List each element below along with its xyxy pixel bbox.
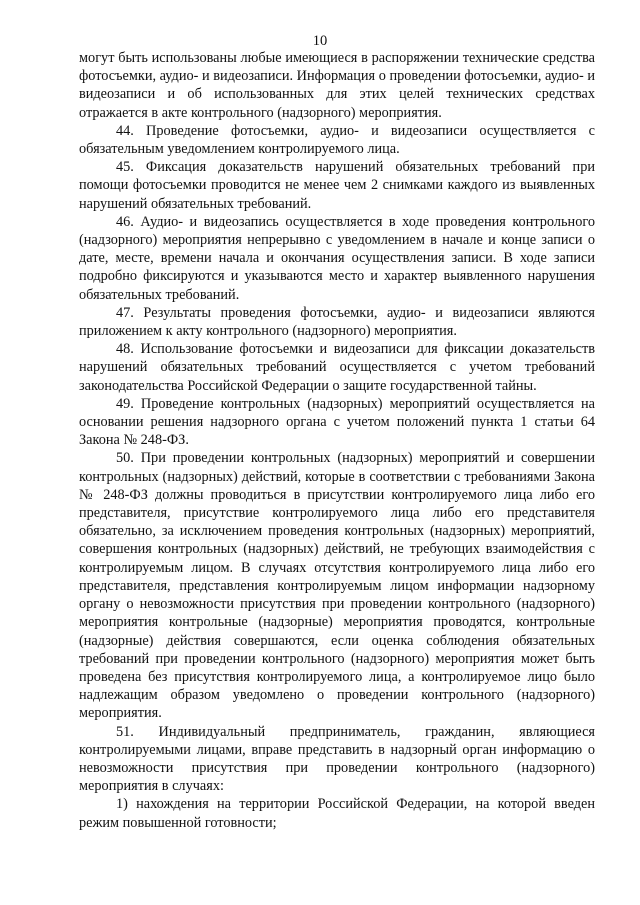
paragraph-44: 44. Проведение фотосъемки, аудио- и видеозаписи осуществляется с обязательным уведомлением контролируемого лица. xyxy=(79,122,595,158)
paragraph-48: 48. Использование фотосъемки и видеозаписи для фиксации доказательств нарушений обязательных требований осуществляется с учетом требований законодательства Российской Федерации о защите государственной тайны. xyxy=(79,341,595,394)
paragraph-51-item-1: 1) нахождения на территории Российской Федерации, на которой введен режим повышенной готовности; xyxy=(79,796,595,831)
paragraph-51: 51. Индивидуальный предприниматель, гражданин, являющиеся контролируемыми лицами, вправе представить в надзорный орган информацию о невозможности присутствия при проведении контрольного (надзорного) мероприятия в случаях: xyxy=(79,723,595,795)
document-body xyxy=(79,49,595,832)
paragraph-continuation: могут быть использованы любые имеющиеся в распоряжении технические средства фотосъемки, аудио- и видеозаписи. Информация о проведении фотосъемки, аудио- и видеозаписи и об использованных для этих целей технических средствах отражается в акте контрольного (надзорного) мероприятия. xyxy=(79,50,595,121)
page-number: 10 xyxy=(312,33,328,49)
paragraph-45: 45. Фиксация доказательств нарушений обязательных требований при помощи фотосъемки проводится не менее чем 2 снимками каждого из выявленных нарушений обязательных требований. xyxy=(79,159,595,212)
paragraph-50: 50. При проведении контрольных (надзорных) мероприятий и совершении контрольных (надзорных) действий, которые в соответствии с требованиями Закона № 248-ФЗ должны проводиться в присутствии контролируемого лица либо его представителя, присутствие контролируемого лица либо его представителя обязательно, за исключением проведения контрольных (надзорных) мероприятий, совершения контрольных (надзорных) действий, не требующих взаимодействия с контролируемым лицом. В случаях отсутствия контролируемого лица либо его представителя, представления контролируемым лицом информации надзорному органу о невозможности присутствия при проведении контрольного (надзорного) мероприятия контрольные (надзорные) мероприятия проводятся, контрольные (надзорные) действия совершаются, если оценка соблюдения обязательных требований при проведении контрольного (надзорного) мероприятия может быть проведена без присутствия контролируемого лица, а контролируемое лицо было надлежащим образом уведомлено о проведении контрольного (надзорного) мероприятия. xyxy=(79,450,595,722)
paragraph-49: 49. Проведение контрольных (надзорных) мероприятий осуществляется на основании решения надзорного органа с учетом положений пункта 1 статьи 64 Закона № 248-ФЗ. xyxy=(79,395,595,449)
paragraph-47: 47. Результаты проведения фотосъемки, аудио- и видеозаписи являются приложением к акту контрольного (надзорного) мероприятия. xyxy=(79,304,595,340)
paragraph-46: 46. Аудио- и видеозапись осуществляется в ходе проведения контрольного (надзорного) мероприятия непрерывно с уведомлением в начале и конце записи о дате, месте, времени начала и окончания осуществления записи. В ходе записи подробно фиксируются и указываются место и характер выявленного нарушения обязательных требований. xyxy=(79,213,595,303)
